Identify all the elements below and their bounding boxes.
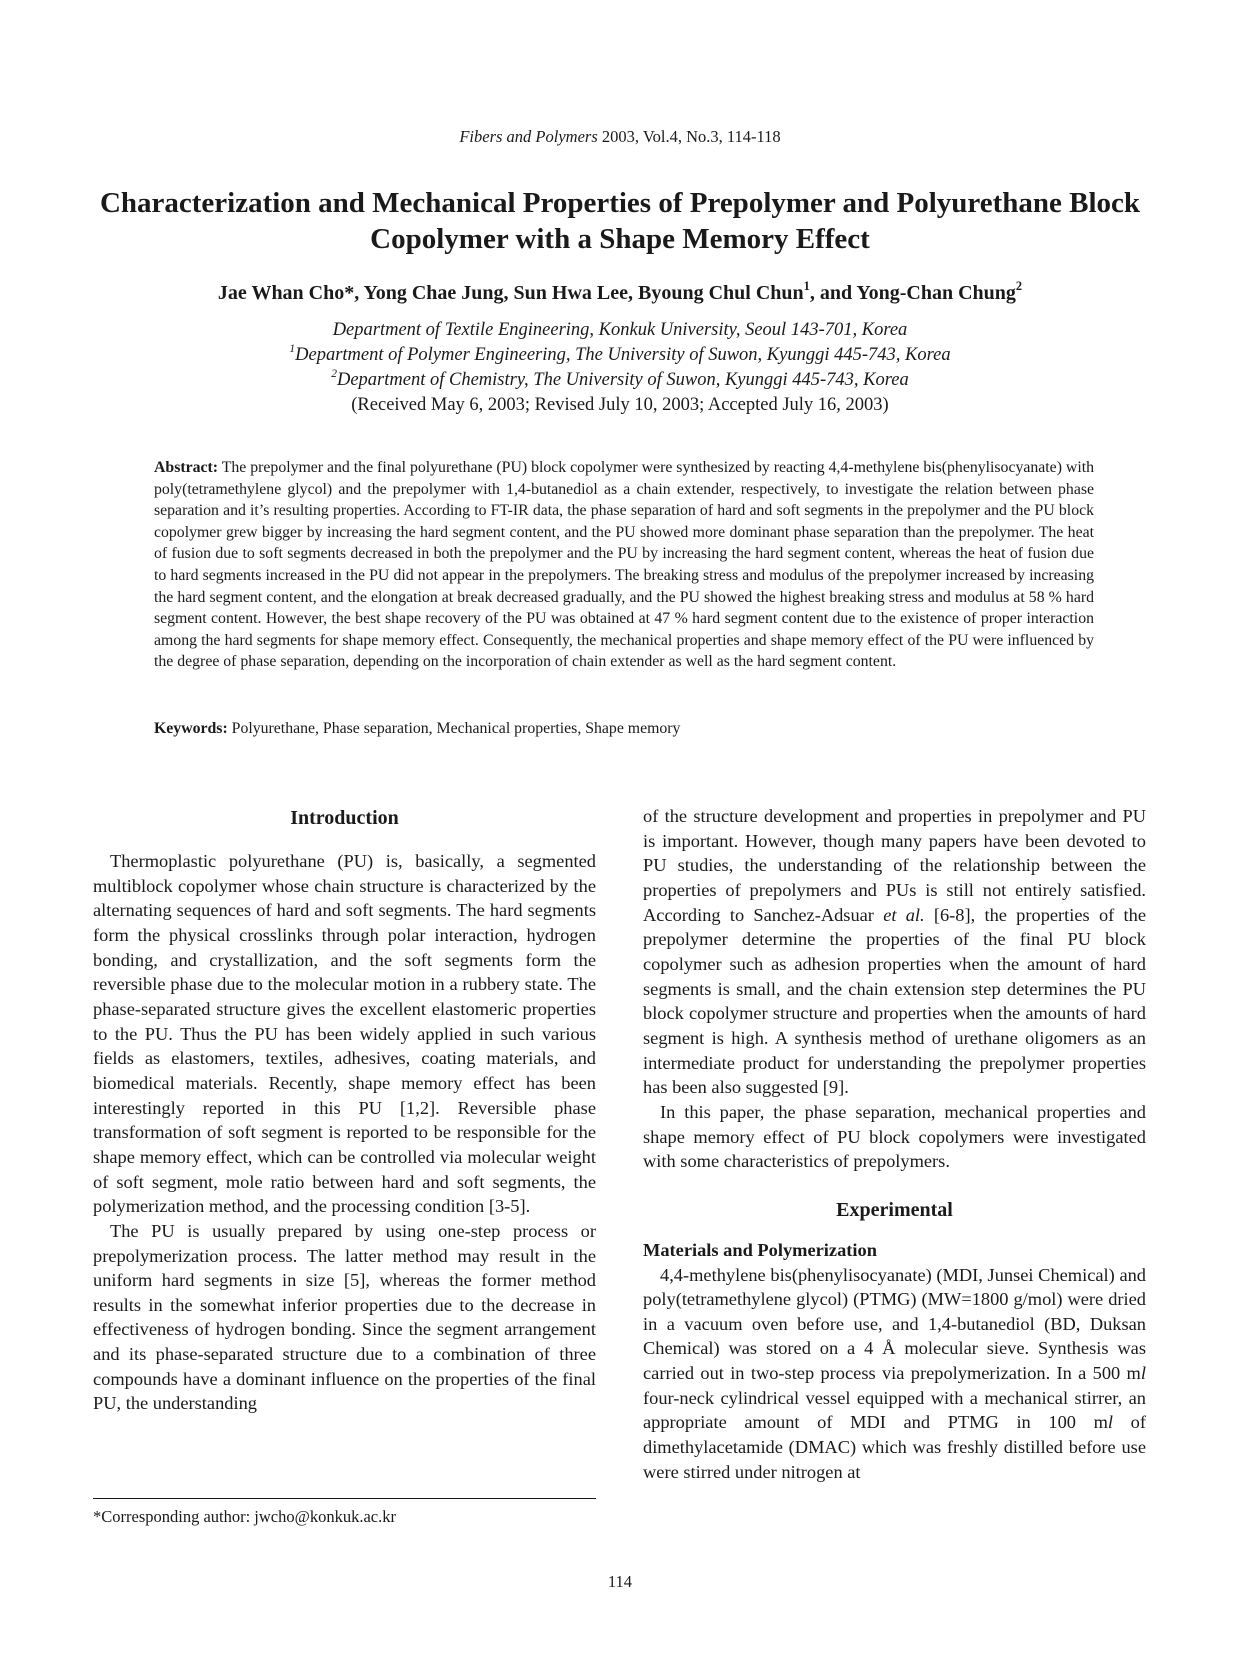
- footnote-divider: [93, 1498, 596, 1499]
- experimental-paragraph-1: [643, 1263, 1146, 1485]
- intro-text: [6-8], the properties of the prepolymer determine the properties of the final PU block copolymer such as adhesion properties when the amount of hard segments is small, and the chain extension step determines the PU block copolymer structure and properties when the amounts of hard segment is high. A synthesis method of urethane oligomers as an intermediate product for understanding the prepolymer properties has been also suggested [9].: [643, 904, 1146, 1098]
- corresponding-author-footnote: *Corresponding author: jwcho@konkuk.ac.kr: [93, 1507, 396, 1526]
- authors-connector: , and Yong-Chan Chung: [809, 282, 1016, 304]
- author-list: [0, 280, 1240, 306]
- page-number: 114: [607, 1572, 633, 1591]
- authors-main: Jae Whan Cho*, Yong Chae Jung, Sun Hwa Lee, Byoung Chul Chun: [217, 282, 804, 304]
- intro-text: of the structure development and properties in prepolymer and PU is important. However, though many papers have been devoted to PU studies, the understanding of the relationship between the properties of prepolymers and PUs is still not entirely satisfied. According to Sanchez-Adsuar: [643, 806, 1146, 925]
- keywords: [154, 718, 1094, 740]
- et-al: et al.: [883, 904, 925, 925]
- affiliation-text: Department of Polymer Engineering, The University of Suwon, Kyunggi 445-743, Korea: [295, 345, 951, 365]
- affiliation-text: Department of Textile Engineering, Konkuk University, Seoul 143-701, Korea: [332, 320, 908, 340]
- journal-volume: 2003, Vol.4, No.3, 114-118: [597, 127, 781, 146]
- left-column: [93, 804, 596, 1416]
- journal-citation: [0, 127, 1240, 147]
- keywords-label: Keywords:: [154, 720, 228, 737]
- affiliation-1: [0, 343, 1240, 368]
- experimental-heading: Experimental: [836, 1198, 953, 1221]
- paper-title: Characterization and Mechanical Properties of Prepolymer and Polyurethane Block Copolymer with a Shape Memory Effect: [99, 187, 1141, 255]
- keywords-text: Polyurethane, Phase separation, Mechanical properties, Shape memory: [227, 720, 681, 737]
- affiliation-text: Department of Chemistry, The University of Suwon, Kyunggi 445-743, Korea: [336, 370, 909, 390]
- unit-ml: l: [1140, 1363, 1146, 1384]
- right-column: [643, 804, 1146, 1484]
- exp-text: four-neck cylindrical vessel equipped with a mechanical stirrer, an appropriate amount of MDI and PTMG in 100 m: [643, 1387, 1146, 1433]
- intro-paragraph-1: Thermoplastic polyurethane (PU) is, basically, a segmented multiblock copolymer whose chain structure is characterized by the alternating sequences of hard and soft segments. The hard segments form the physical crosslinks through polar interaction, hydrogen bonding, and crystallization, and the soft segments form the reversible phase due to the molecular motion in a rubbery state. The phase-separated structure gives the excellent elastomeric properties to the PU. Thus the PU has been widely applied in such various fields as elastomers, textiles, adhesives, coating materials, and biomedical materials. Recently, shape memory effect has been interestingly reported in this PU [1,2]. Reversible phase transformation of soft segment is reported to be responsible for the shape memory effect, which can be controlled via molecular weight of soft segment, mole ratio between hard and soft segments, the polymerization method, and the processing condition [3-5].: [93, 851, 596, 1217]
- unit-ml: l: [1107, 1412, 1114, 1433]
- exp-text: 4,4-methylene bis(phenylisocyanate) (MDI, Junsei Chemical) and poly(tetramethylene glycol) (PTMG) (MW=1800 g/mol) were dried in a vacuum oven before use, and 1,4-butanediol (BD, Duksan Chemical) was stored on a 4 Å molecular sieve. Synthesis was carried out in two-step process via prepolymerization. In a 500 m: [643, 1264, 1146, 1384]
- affiliation-0: [0, 318, 1240, 343]
- materials-subheading: Materials and Polymerization: [643, 1239, 877, 1260]
- intro-paragraph-2: The PU is usually prepared by using one-step process or prepolymerization process. The latter method may result in the uniform hard segments in size [5], whereas the former method results in the somewhat inferior properties due to the decrease in effectiveness of hydrogen bonding. Since the segment arrangement and its phase-separated structure due to a combination of three compounds have a dominant influence on the properties of the final PU, the understanding: [93, 1220, 596, 1414]
- intro-paragraph-3: In this paper, the phase separation, mechanical properties and shape memory effect of PU block copolymers were investigated with some characteristics of prepolymers.: [643, 1101, 1146, 1172]
- abstract-text: The prepolymer and the final polyurethane (PU) block copolymer were synthesized by reacting 4,4-methylene bis(phenylisocyanate) with poly(tetramethylene glycol) and the prepolymer with 1,4-butanediol as a chain extender, respectively, to investigate the relation between phase separation and it’s resulting properties. According to FT-IR data, the phase separation of hard and soft segments in the prepolymer and the PU block copolymer grew bigger by increasing the hard segment content, and the PU showed more dominant phase separation than the prepolymer. The heat of fusion due to soft segments decreased in both the prepolymer and the PU by increasing the hard segment content, whereas the heat of fusion due to hard segments increased in the PU did not appear in the prepolymers. The breaking stress and modulus of the prepolymer increased by increasing the hard segment content, and the elongation at break decreased gradually, and the PU showed the highest breaking stress and modulus at 58 % hard segment content. However, the best shape recovery of the PU was obtained at 47 % hard segment content due to the existence of proper interaction among the hard segments for shape memory effect. Consequently, the mechanical properties and shape memory effect of the PU were influenced by the degree of phase separation, depending on the incorporation of chain extender as well as the hard segment content.: [154, 459, 1094, 671]
- received-dates: (Received May 6, 2003; Revised July 10, 2003; Accepted July 16, 2003): [351, 395, 889, 415]
- introduction-heading: Introduction: [290, 807, 399, 829]
- affiliation-sup: 1: [289, 342, 296, 355]
- affiliations: [0, 318, 1240, 418]
- intro-paragraph-2-continued: [643, 804, 1146, 1100]
- abstract-label: Abstract:: [154, 459, 219, 476]
- affiliation-2: [0, 368, 1240, 393]
- affiliation-sup: 2: [331, 367, 337, 380]
- exp-text: of dimethylacetamide (DMAC) which was freshly distilled before use were stirred under nitrogen at: [643, 1412, 1147, 1482]
- author-sup-1: 1: [803, 279, 810, 294]
- author-sup-2: 2: [1015, 279, 1023, 294]
- journal-name: Fibers and Polymers: [459, 127, 598, 146]
- abstract: [154, 457, 1094, 673]
